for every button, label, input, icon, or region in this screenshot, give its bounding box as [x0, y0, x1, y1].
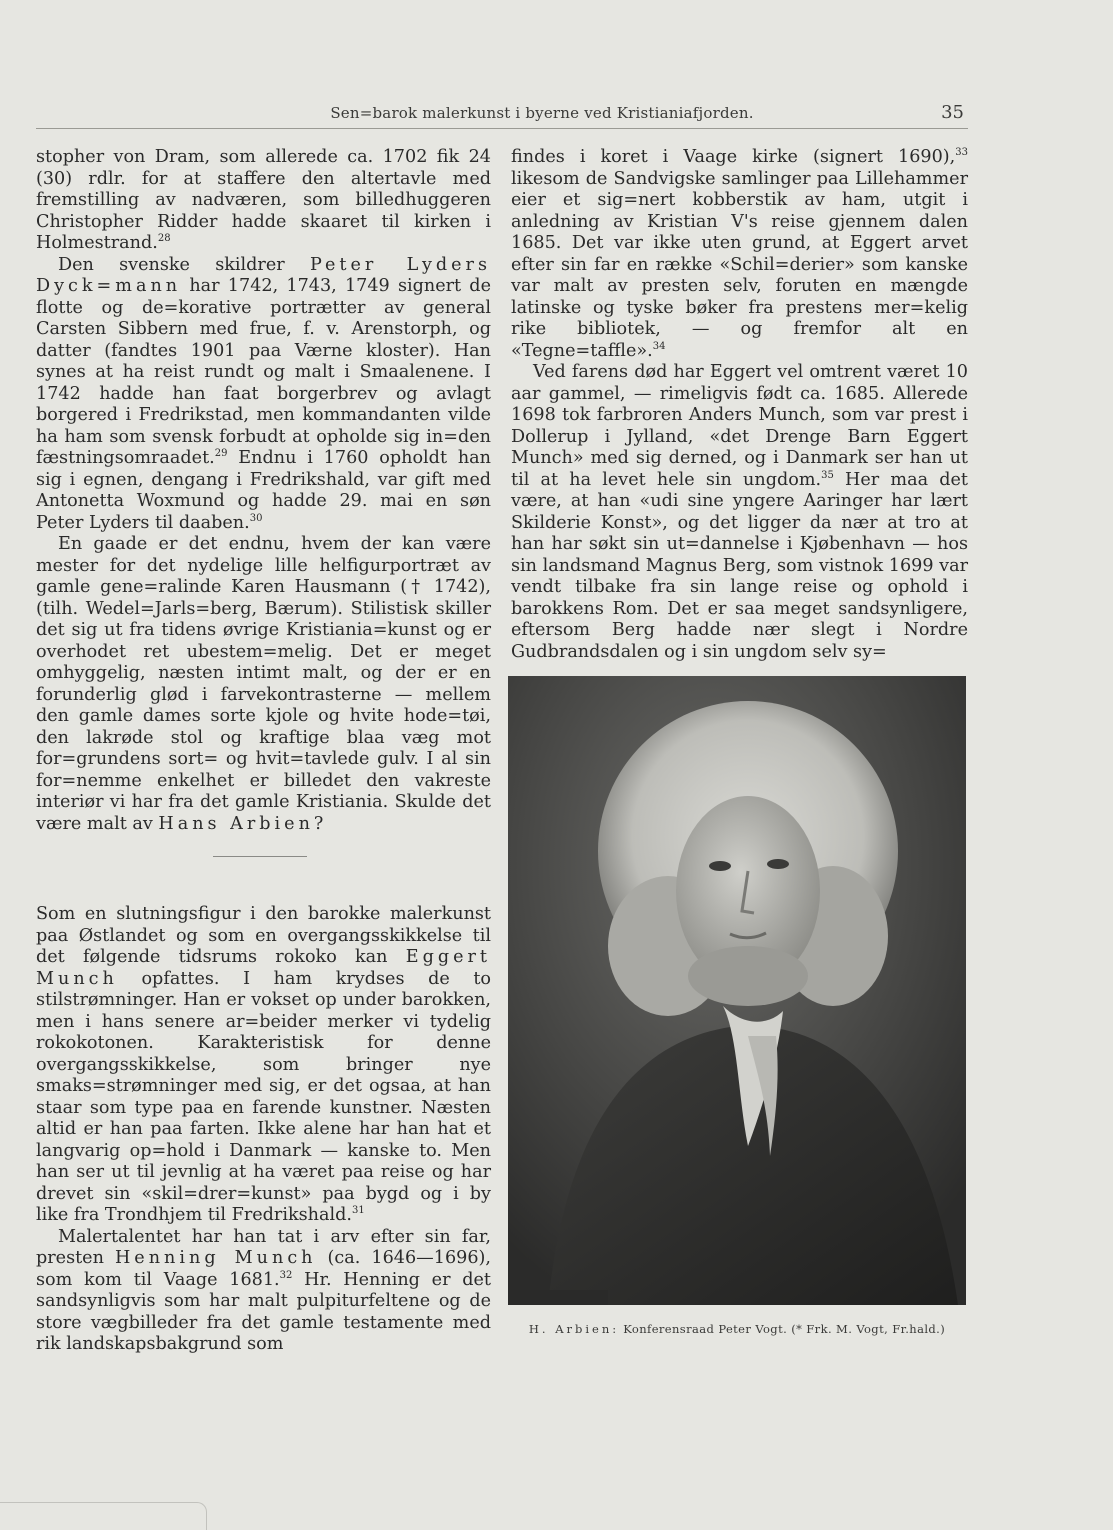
footnote-ref: 35	[821, 469, 834, 481]
caption-title: Konferensraad Peter Vogt. (* Frk. M. Vogt, Fr.hald.)	[623, 1322, 946, 1336]
text-run: En gaade er det endnu, hvem der kan være mester for det nydelige lille helfigurportræt av gamle gene=ralinde Karen Hausmann († 1742), (tilh. Wedel=Jarls=berg, Bærum). Stilistisk skiller det sig ut fra tidens øvrige Kristiania=kunst og er overhodet ret ubestem=melig. Det er meget omhyggelig, næsten intimt malt, og der er en forunderlig glød i farvekontrasterne — mellem den gamle dames sorte kjole og hvite hode=tøi, den lakrøde stol og kraftige blaa væg mot for=grundens sort= og hvit=tavlede gulv. I al sin for=nemme enkelhet er billedet den vakreste interiør vi har fra det gamle Kristiania. Skulde det være malt av	[36, 534, 491, 834]
text-run: likesom de Sandvigske samlinger paa Lillehammer eier et sig=nert kobberstik av ham, utgit i anledning av Kristian V's reise gjennem dalen 1685. Det var ikke uten grund, at Eggert arvet efter sin far en række «Schil=derier» som kanske var malt av presten selv, foruten en mængde latinske og tyske bøker fra prestens mer=kelig rike bibliotek, — og fremfor alt en «Tegne=taffle».	[511, 168, 968, 361]
text-run: Henning Munch	[114, 1248, 317, 1268]
caption-artist: H. Arbien:	[528, 1322, 620, 1336]
text-run: findes i koret i Vaage kirke (signert 1690),	[511, 147, 956, 167]
figure-caption	[508, 1322, 966, 1336]
text-run: Hans Arbien	[158, 813, 314, 834]
text-run: Som en slutningsfigur i den barokke malerkunst paa Østlandet og som en overgangsskikkelse til det følgende tidsrums rokoko kan	[36, 904, 491, 967]
paragraph	[511, 362, 968, 663]
footnote-ref: 33	[955, 147, 968, 159]
paragraph	[36, 147, 491, 255]
left-column-top	[36, 147, 491, 835]
text-run: Endnu i 1760 opholdt han sig i egnen, dengang i Fredrikshald, var gift med Antonetta Woxmund og hadde 29. mai en søn Peter Lyders til daaben.	[36, 448, 491, 533]
footnote-ref: 30	[249, 512, 263, 524]
text-run: Malertalentet har han tat i arv efter sin far, presten	[36, 1226, 491, 1268]
running-title: Sen=barok malerkunst i byerne ved Kristianiafjorden.	[330, 104, 754, 122]
portrait-illustration	[508, 676, 966, 1305]
text-run: opfattes. I ham krydses de to stilstrømninger. Han er vokset op under barokken, men i hans senere ar=beider merker vi tydelig rokokotonen. Karakteristisk for denne overgangsskikkelse, som bringer nye smaks=strømninger med sig, er det ogsaa, at han staar som type paa en farende kunstner. Næsten altid er han paa farten. Ikke alene har han hat et langvarig op=hold i Danmark — kanske to. Men han ser ut til jevnlig at ha været paa reise og har drevet sin «skil=drer=kunst» paa bygd og i by like fra Trondhjem til Fredrikshald.	[36, 968, 491, 1225]
section-divider	[213, 856, 307, 857]
text-run: Her maa det være, at han «udi sine yngere Aaringer har lært Skilderie Konst», og det ligger da nær at tro at han har søkt sin ut=dannelse i Kjøbenhavn — hos sin landsmand Magnus Berg, som vistnok 1699 var vendt tilbake fra sin lange reise og ophold i barokkens Rom. Det er saa meget sandsynligere, eftersom Berg hadde nær slegt i Nordre Gudbrandsdalen og i sin ungdom selv sy=	[511, 469, 968, 662]
text-run: ?	[313, 813, 324, 834]
page-number: 35	[941, 102, 964, 123]
paragraph	[511, 147, 968, 362]
paragraph	[36, 255, 491, 535]
footnote-ref: 34	[652, 340, 666, 352]
text-run: Peter Lyders Dyck=mann	[36, 254, 491, 296]
text-run: Eggert Munch	[36, 947, 491, 989]
footnote-ref: 29	[214, 448, 228, 460]
footnote-ref: 32	[279, 1269, 293, 1281]
text-run: stopher von Dram, som allerede ca. 1702 fik 24 (30) rdlr. for at staffere den altertavle med fremstilling av nadværen, som billedhuggeren Christopher Ridder hadde skaaret til kirken i Holmestrand.	[36, 147, 491, 253]
page-edge-mark	[0, 1502, 207, 1530]
paragraph	[36, 904, 491, 1227]
text-run: Den svenske skildrer	[58, 254, 310, 275]
paragraph	[36, 1227, 491, 1356]
text-run: (ca. 1646—1696), som kom til Vaage 1681.	[36, 1248, 491, 1290]
text-run: Hr. Henning er det sandsynligvis som har malt pulpiturfeltene og de store vægbilleder fra det gamle testamente med rik landskapsbakgrund som	[36, 1269, 491, 1354]
page-header	[36, 100, 968, 129]
text-run: Ved farens død har Eggert vel omtrent været 10 aar gammel, — rimeligvis født ca. 1685. Allerede 1698 tok farbroren Anders Munch, som var prest i Dollerup i Jylland, «det Drenge Barn Eggert Munch» med sig derned, og i Danmark ser han ut til at ha levet hele sin ungdom.	[511, 362, 968, 490]
footnote-ref: 28	[157, 233, 171, 245]
left-column-bottom	[36, 904, 491, 1356]
footnote-ref: 31	[351, 1205, 365, 1217]
text-run: har 1742, 1743, 1749 signert de flotte og de=korative portrætter av general Carsten Sibbern med frue, f. v. Arenstorph, og datter (fandtes 1901 paa Værne kloster). Han synes at ha reist rundt og malt i Smaalenene. I 1742 hadde han faat borgerbrev og avlagt borgered i Fredrikstad, men kommandanten vilde ha ham som svensk forbudt at opholde sig in=den fæstningsomraadet.	[36, 276, 491, 468]
paragraph	[36, 534, 491, 835]
right-column	[511, 147, 968, 663]
